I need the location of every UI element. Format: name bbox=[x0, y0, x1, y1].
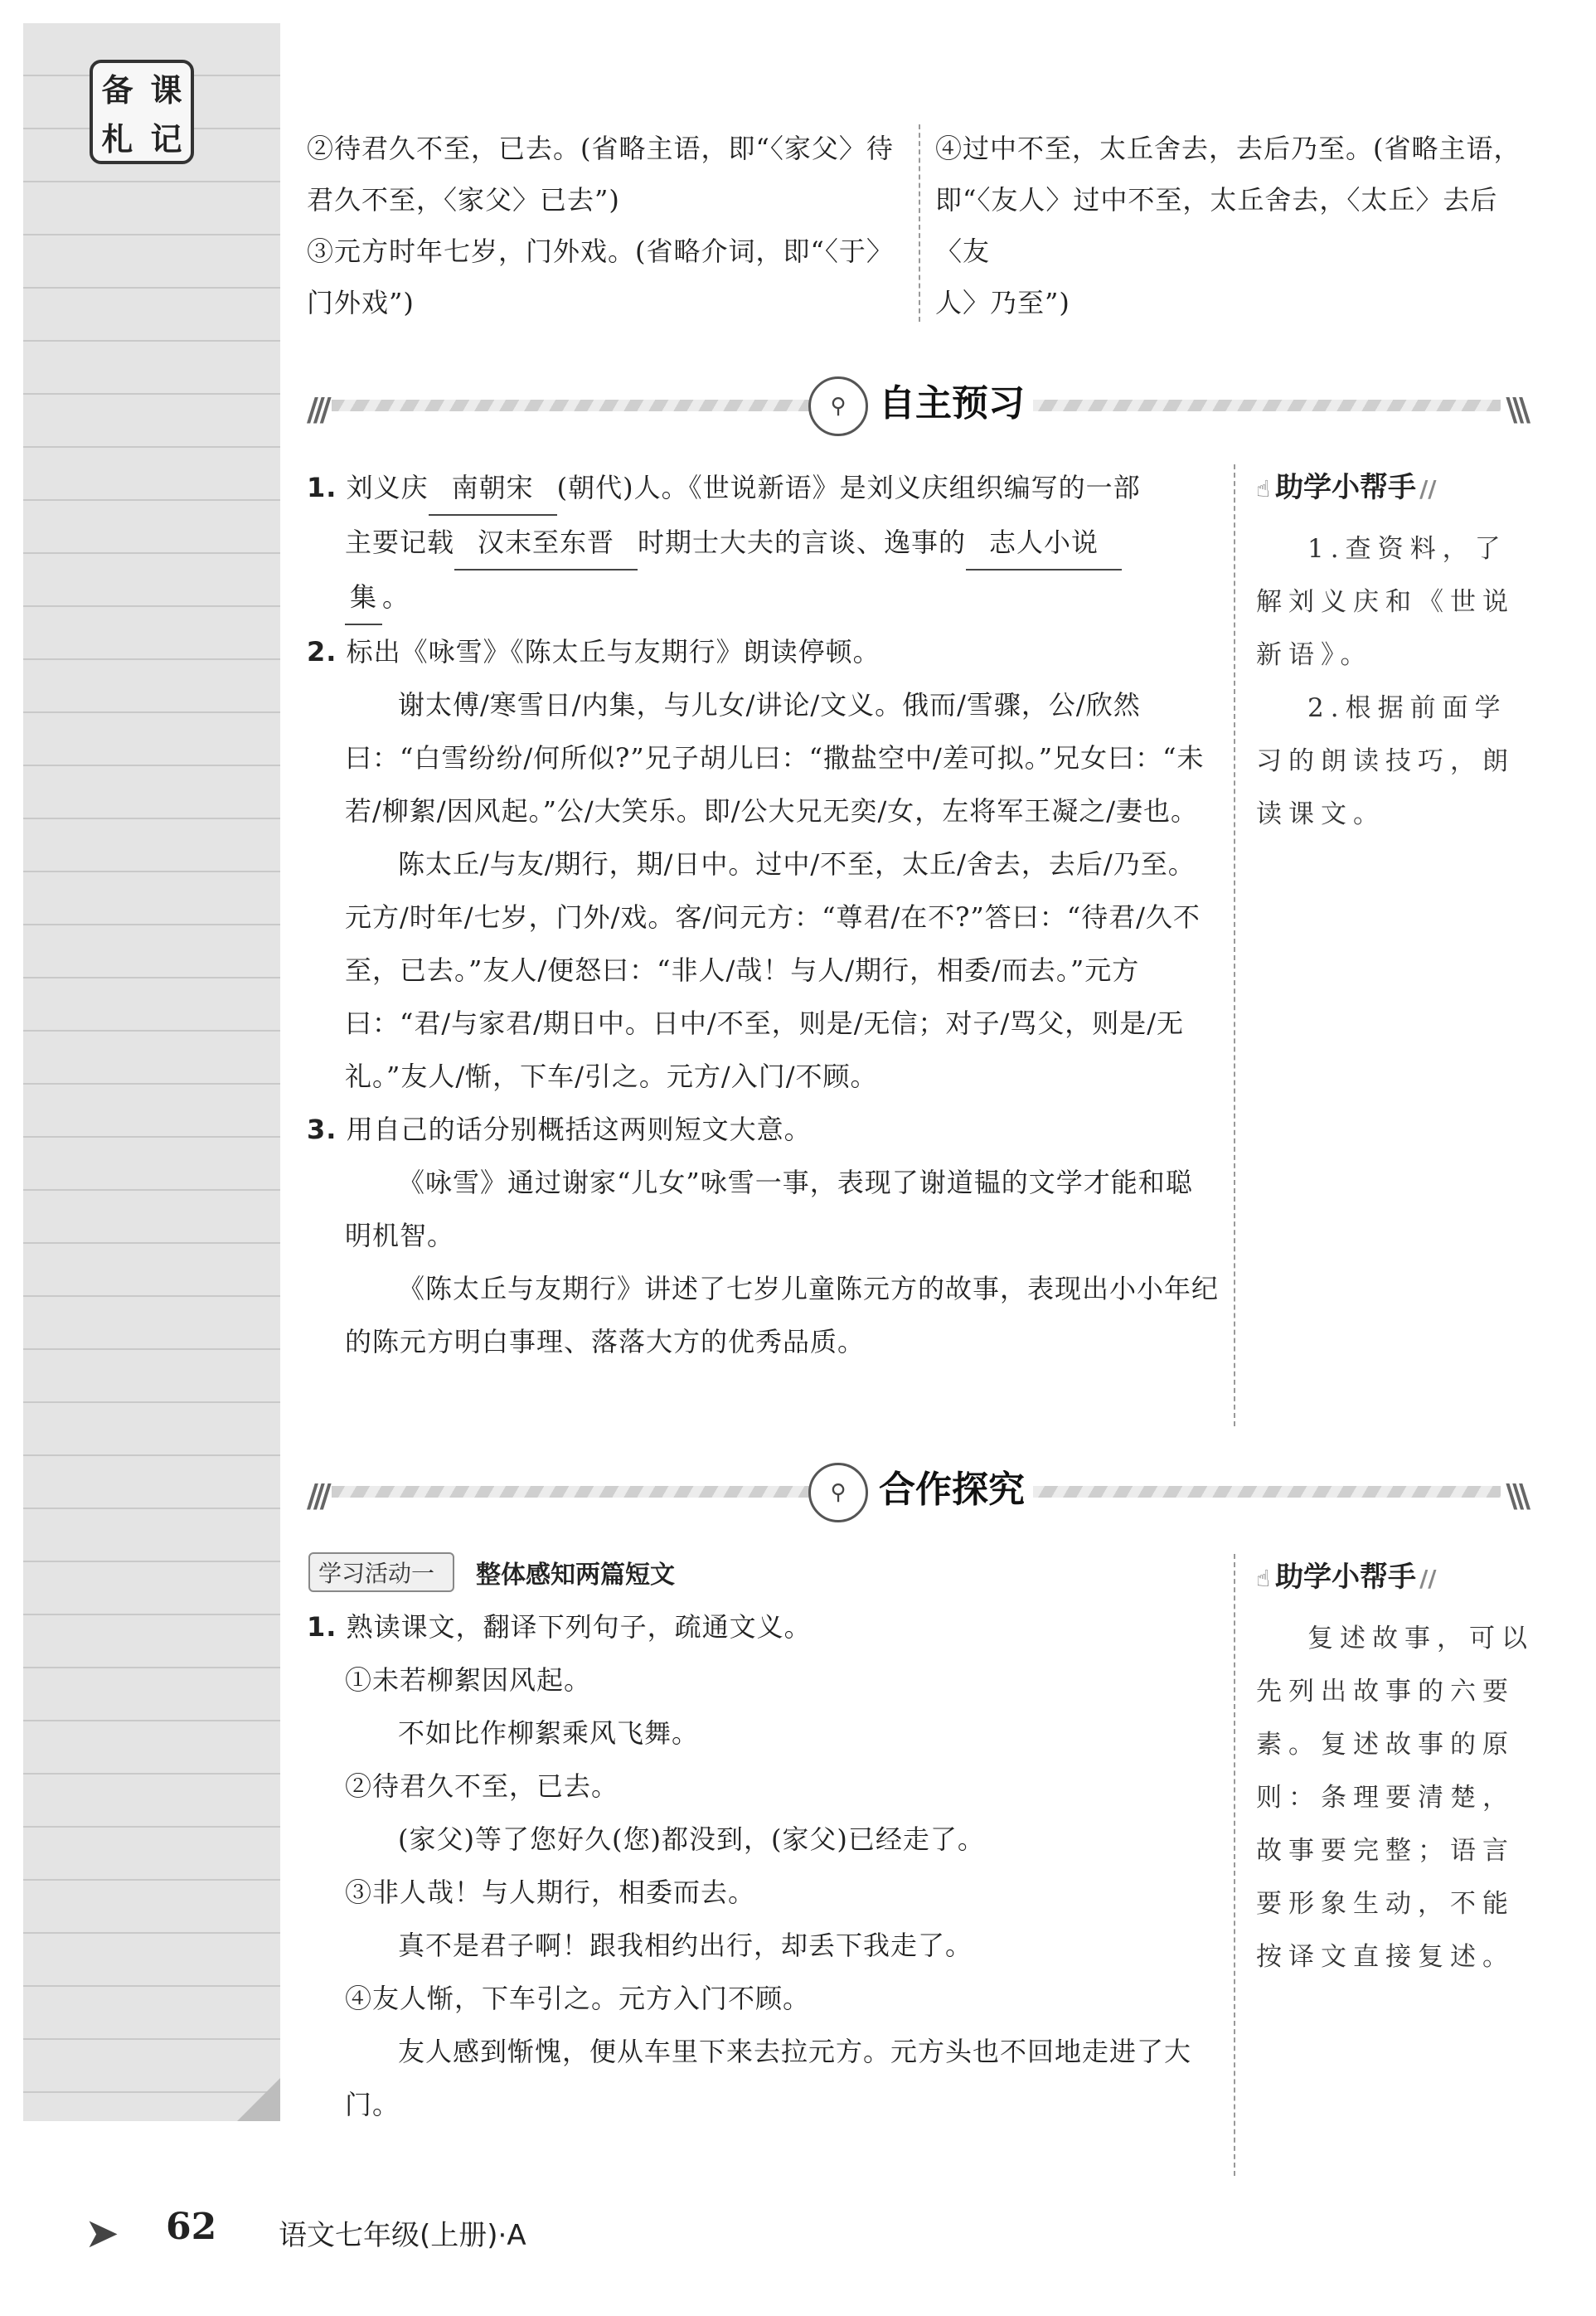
explore-main bbox=[307, 1600, 1219, 2131]
search-icon: ⚲ bbox=[808, 376, 868, 436]
helper-title-2: ☝ 助学小帮手 // bbox=[1256, 1561, 1437, 1594]
section-title: 自主预习 bbox=[871, 375, 1033, 433]
answer-blank: 集 bbox=[345, 571, 382, 625]
question-3: 3. 用自己的话分别概括这两则短文大意。 bbox=[307, 1114, 812, 1145]
answer-summary-2: 《陈太丘与友期行》讲述了七岁儿童陈元方的故事，表现出小小年纪的陈元方明白事理、落落大方的优秀品质。 bbox=[345, 1273, 1220, 1357]
helper-tips-2: 复述故事，可以先列出故事的六要素。复述故事的原则：条理要清楚，故事要完整；语言要形象生动，不能按译文直接复述。 bbox=[1256, 1624, 1534, 1972]
footer-bird-logo: ➤ bbox=[85, 2209, 119, 2257]
translate-answer: 友人感到惭愧，便从车里下来去拉元方。元方头也不回地走进了大门。 bbox=[345, 2036, 1192, 2120]
section-banner-preview: /// \\\ ⚲ 自主预习 bbox=[307, 367, 1526, 441]
activity-header bbox=[308, 1554, 675, 1590]
book-title: 语文七年级(上册)·A bbox=[279, 2219, 526, 2252]
magnifier-icon: ⚲ bbox=[808, 1463, 868, 1522]
notes-page-curl bbox=[237, 2078, 280, 2121]
helper-title-1: ☝ 助学小帮手 // bbox=[1256, 471, 1437, 504]
helper-tips-1: 1.查资料，了解刘义庆和《世说新语》。 2.根据前面学习的朗读技巧，朗读课文。 bbox=[1256, 534, 1515, 829]
passage-chentaiqiu: 陈太丘/与友/期行，期/日中。过中/不至，太丘/舍去，去后/乃至。元方/时年/七岁，门外/戏。客/问元方：“尊君/在不?”答曰：“待君/久不至，已去。”友人/便怒曰：“非人/哉！与人/期行，相委/而去。”元方曰：“君/与家君/期日中。日中/不至，则是/无信；对子/骂父，则是/无礼。”友人/惭，下车/引之。元方/入门/不顾。 bbox=[345, 848, 1201, 1092]
translate-item: ①未若柳絮因风起。 bbox=[345, 1664, 592, 1696]
page-number: 62 bbox=[166, 2206, 217, 2248]
question-1: 1. 刘义庆 南朝宋 (朝代)人。《世说新语》是刘义庆组织编写的一部 bbox=[307, 461, 1219, 516]
notes-margin bbox=[23, 23, 280, 2121]
translate-item: ②待君久不至，已去。 bbox=[345, 1770, 619, 1802]
answer-blank: 志人小说 bbox=[966, 516, 1122, 571]
helper-divider-2 bbox=[1234, 1554, 1235, 2176]
section-banner-explore: /// \\\ ⚲ 合作探究 bbox=[307, 1453, 1526, 1527]
answer-blank: 南朝宋 bbox=[429, 461, 557, 516]
translate-answer: 真不是君子啊！跟我相约出行，却丢下我走了。 bbox=[398, 1930, 973, 1961]
translate-item: ③非人哉！与人期行，相委而去。 bbox=[345, 1877, 756, 1908]
thumbs-up-icon: ☝ bbox=[1256, 1565, 1271, 1592]
answer-blank: 汉末至东晋 bbox=[454, 516, 638, 571]
section-title: 合作探究 bbox=[871, 1461, 1033, 1519]
notes-stamp-logo: 备 课 札 记 bbox=[90, 60, 194, 164]
passage-yongxue: 谢太傅/寒雪日/内集，与儿女/讲论/文义。俄而/雪骤，公/欣然曰：“白雪纷纷/何所似?”兄子胡儿曰：“撒盐空中/差可拟。”兄女曰：“未若/柳絮/因风起。”公/大笑乐。即/公大兄无奕/女，左将军王凝之/妻也。 bbox=[345, 689, 1205, 827]
answer-summary-1: 《咏雪》通过谢家“儿女”咏雪一事，表现了谢道韫的文学才能和聪明机智。 bbox=[345, 1167, 1193, 1251]
activity-name: 整体感知两篇短文 bbox=[476, 1561, 676, 1590]
thumbs-up-icon: ☝ bbox=[1256, 475, 1271, 503]
top-divider bbox=[919, 124, 920, 322]
preview-main: 1. 刘义庆 南朝宋 (朝代)人。《世说新语》是刘义庆组织编写的一部 主要记载 汉末至东晋 时期士大夫的言谈、逸事的 志人小说 集 。 2. 标出《咏雪》《陈太丘与友期行》朗读停顿。 谢太傅/寒雪日/内集，与儿女/讲论/文义。俄而/雪骤，公/欣然曰：“白雪纷纷/何所似?”兄子胡儿曰：“撒盐空中/差可拟。”兄女曰：“未若/柳絮/因风起。”公/大笑乐。即/公大兄无奕/女，左将军王凝之/妻也。 陈太丘/与友/期行，期/日中。过中/不至，太丘/舍去，去后/乃至。元方/时年/七岁，门外/戏。客/问元方：“尊君/在不?”答曰：“待君/久不至，已去。”友人/便怒曰：“非人/哉！与人/期行，相委/而去。”元方曰：“君/与家君/期日中。日中/不至，则是/无信；对子/骂父，则是/无礼。”友人/惭，下车/引之。元方/入门/不顾。 3. 用自己的话分别概括这两则短文大意。 《咏雪》通过谢家“儿女”咏雪一事，表现了谢道韫的文学才能和聪明机智。 《陈太丘与友期行》讲述了七岁儿童陈元方的故事，表现出小小年纪的陈元方明白事理、落落大方的优秀品质。 bbox=[307, 461, 1219, 1368]
top-right-notes: ④过中不至，太丘舍去，去后乃至。(省略主语， 即“〈友人〉过中不至，太丘舍去，〈太丘〉去后〈友 人〉乃至”) bbox=[935, 133, 1521, 318]
top-left-notes: ②待君久不至，已去。(省略主语，即“〈家父〉待 君久不至，〈家父〉已去”) ③元方时年七岁，门外戏。(省略介词，即“〈于〉 门外戏”) bbox=[307, 133, 894, 318]
question-2: 2. 标出《咏雪》《陈太丘与友期行》朗读停顿。 bbox=[307, 636, 880, 668]
translate-answer: (家父)等了您好久(您)都没到，(家父)已经走了。 bbox=[398, 1823, 985, 1855]
translate-answer: 不如比作柳絮乘风飞舞。 bbox=[398, 1717, 700, 1749]
helper-divider-1 bbox=[1234, 464, 1235, 1426]
translate-question: 1. 熟读课文，翻译下列句子，疏通文义。 bbox=[307, 1611, 812, 1643]
translate-item: ④友人惭，下车引之。元方入门不顾。 bbox=[345, 1983, 811, 2014]
activity-tag: 学习活动一 bbox=[308, 1552, 454, 1592]
